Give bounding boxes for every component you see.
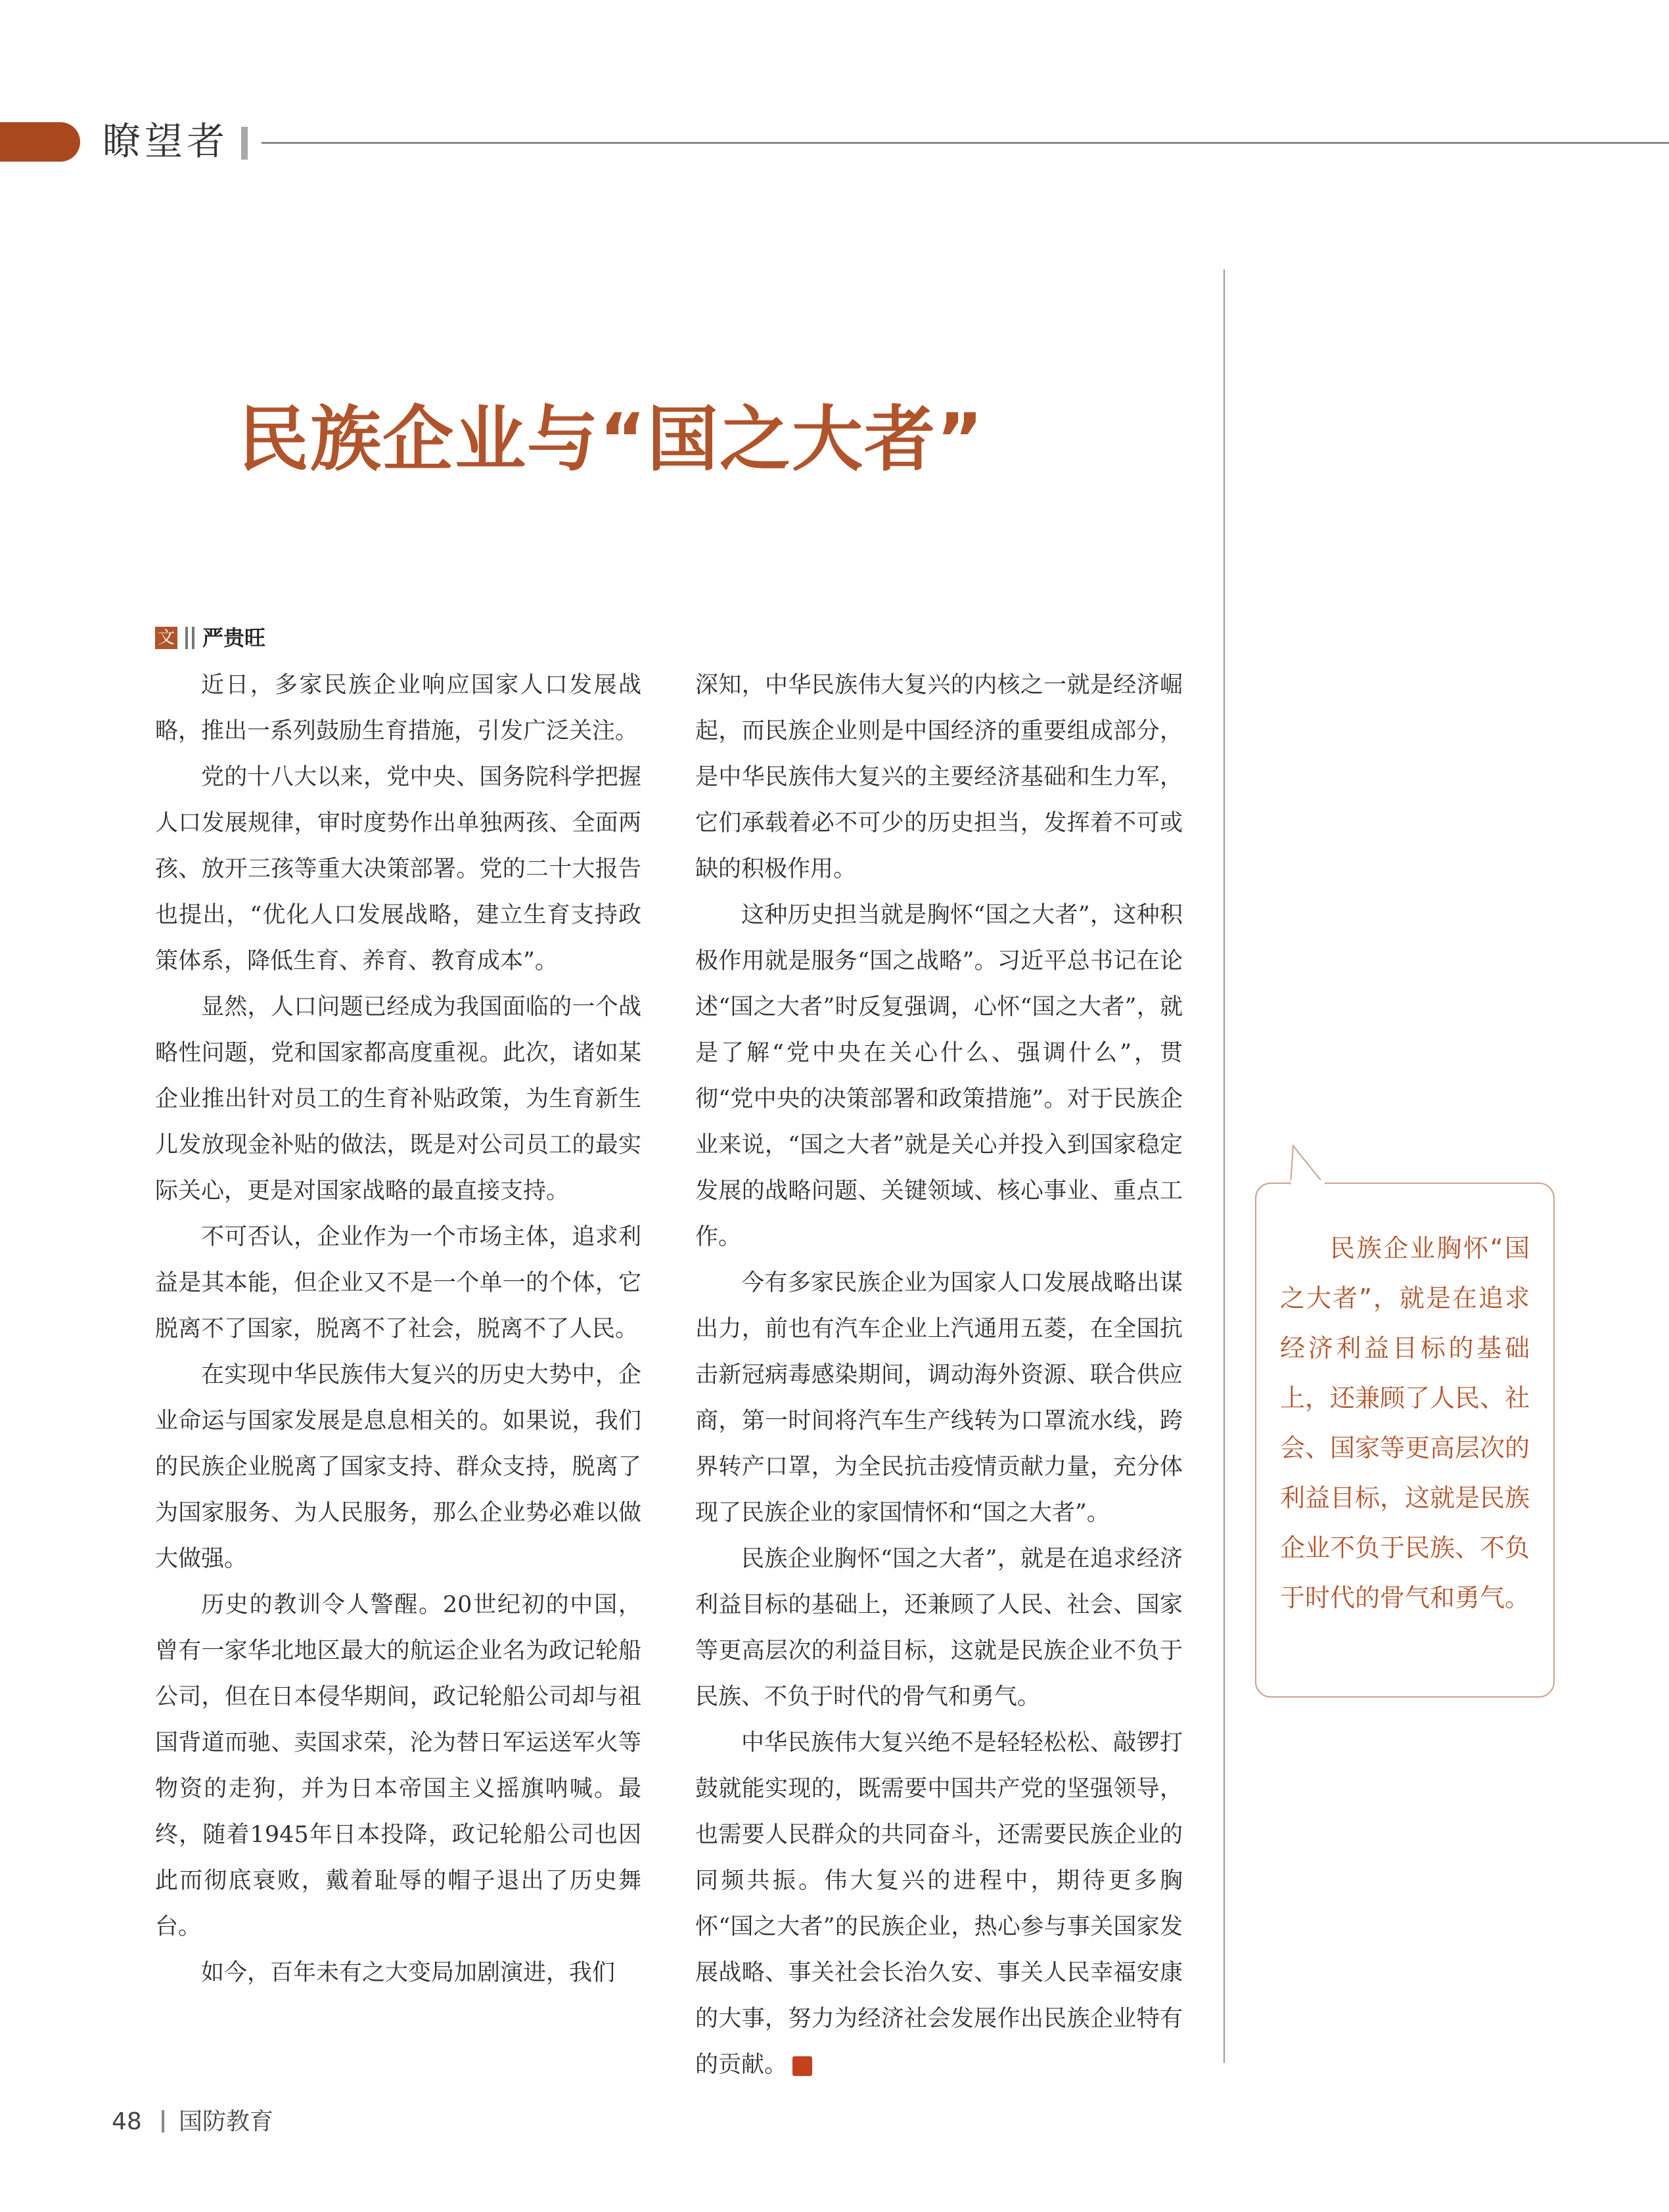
paragraph-continuation: 深知，中华民族伟大复兴的内核之一就是经济崛起，而民族企业则是中国经济的重要组成部分，是中华民族伟大复兴的主要经济基础和生力军，它们承载着必不可少的历史担当，发挥着不可或缺的积极作用。 xyxy=(695,672,1183,882)
paragraph: 不可否认，企业作为一个市场主体，追求利益是其本能，但企业又不是一个单一的个体，它脱离不了国家，脱离不了社会，脱离不了人民。 xyxy=(155,1224,641,1342)
body-column-left xyxy=(155,662,641,1996)
paragraph: 今有多家民族企业为国家人口发展战略出谋出力，前也有汽车企业上汽通用五菱，在全国抗击新冠病毒感染期间，调动海外资源、联合供应商，第一时间将汽车生产线转为口罩流水线，跨界转产口罩，为全民抗击疫情贡献力量，充分体现了民族企业的家国情怀和“国之大者”。 xyxy=(695,1270,1183,1526)
paragraph: 如今，百年未有之大变局加剧演进，我们 xyxy=(201,1960,616,1986)
column-name: 瞭望者 xyxy=(103,119,229,164)
speech-bubble-tail-icon xyxy=(1288,1144,1327,1185)
footer-separator xyxy=(162,2110,164,2133)
pull-quote-text: 民族企业胸怀“国之大者”，就是在追求经济利益目标的基础上，还兼顾了人民、社会、国家等更高层次的利益目标，这就是民族企业不负于民族、不负于时代的骨气和勇气。 xyxy=(1280,1234,1530,1612)
paragraph: 显然，人口问题已经成为我国面临的一个战略性问题，党和国家都高度重视。此次，诸如某企业推出针对员工的生育补贴政策，为生育新生儿发放现金补贴的做法，既是对公司员工的最实际关心，更是对国家战略的最直接支持。 xyxy=(155,994,641,1204)
author-separator xyxy=(192,627,194,649)
bubble-gap-mask xyxy=(1291,1180,1325,1185)
header-rule xyxy=(262,142,1669,144)
article-title: 民族企业与“国之大者” xyxy=(238,399,984,481)
paragraph: 历史的教训令人警醒。20世纪初的中国，曾有一家华北地区最大的航运企业名为政记轮船公司，但在日本侵华期间，政记轮船公司却与祖国背道而驰、卖国求荣，沦为替日军运送军火等物资的走狗，并为日本帝国主义摇旗呐喊。最终，随着1945年日本投降，政记轮船公司也因此而彻底衰败，戴着耻辱的帽子退出了历史舞台。 xyxy=(155,1592,641,1940)
final-paragraph-text: 中华民族伟大复兴绝不是轻轻松松、敲锣打鼓就能实现的，既需要中国共产党的坚强领导，也需要人民群众的共同奋斗，还需要民族企业的同频共振。伟大复兴的进程中，期待更多胸怀“国之大者”的民族企业，热心参与事关国家发展战略、事关社会长治久安、事关人民幸福安康的大事，努力为经济社会发展作出民族企业特有的贡献。 xyxy=(695,1730,1183,2078)
author-badge: 文 xyxy=(155,627,177,649)
paragraph: 党的十八大以来，党中央、国务院科学把握人口发展规律，审时度势作出单独两孩、全面两孩、放开三孩等重大决策部署。党的二十大报告也提出，“优化人口发展战略，建立生育支持政策体系，降低生育、养育、教育成本”。 xyxy=(155,764,641,974)
header-accent-pill xyxy=(0,122,80,162)
paragraph: 在实现中华民族伟大复兴的历史大势中，企业命运与国家发展是息息相关的。如果说，我们的民族企业脱离了国家支持、群众支持，脱离了为国家服务、为人民服务，那么企业势必难以做大做强。 xyxy=(155,1362,641,1572)
body-column-right xyxy=(695,662,1183,2088)
paragraph: 近日，多家民族企业响应国家人口发展战略，推出一系列鼓励生育措施，引发广泛关注。 xyxy=(155,672,641,744)
final-paragraph xyxy=(695,1720,1183,2088)
paragraph: 这种历史担当就是胸怀“国之大者”，这种积极作用就是服务“国之战略”。习近平总书记在论述“国之大者”时反复强调，心怀“国之大者”，就是了解“党中央在关心什么、强调什么”，贯彻“党中央的决策部署和政策措施”。对于民族企业来说，“国之大者”就是关心并投入到国家稳定发展的战略问题、关键领域、核心事业、重点工作。 xyxy=(695,902,1183,1250)
author-name: 严贵旺 xyxy=(202,625,266,650)
page-number: 48 xyxy=(112,2108,142,2135)
magazine-name: 国防教育 xyxy=(179,2108,274,2135)
paragraph: 民族企业胸怀“国之大者”，就是在追求经济利益目标的基础上，还兼顾了人民、社会、国家等更高层次的利益目标，这就是民族企业不负于民族、不负于时代的骨气和勇气。 xyxy=(695,1546,1183,1710)
end-mark-icon: G xyxy=(792,2056,812,2076)
author-separator xyxy=(185,627,188,649)
header-bar xyxy=(241,127,248,160)
column-divider xyxy=(1223,269,1225,2063)
